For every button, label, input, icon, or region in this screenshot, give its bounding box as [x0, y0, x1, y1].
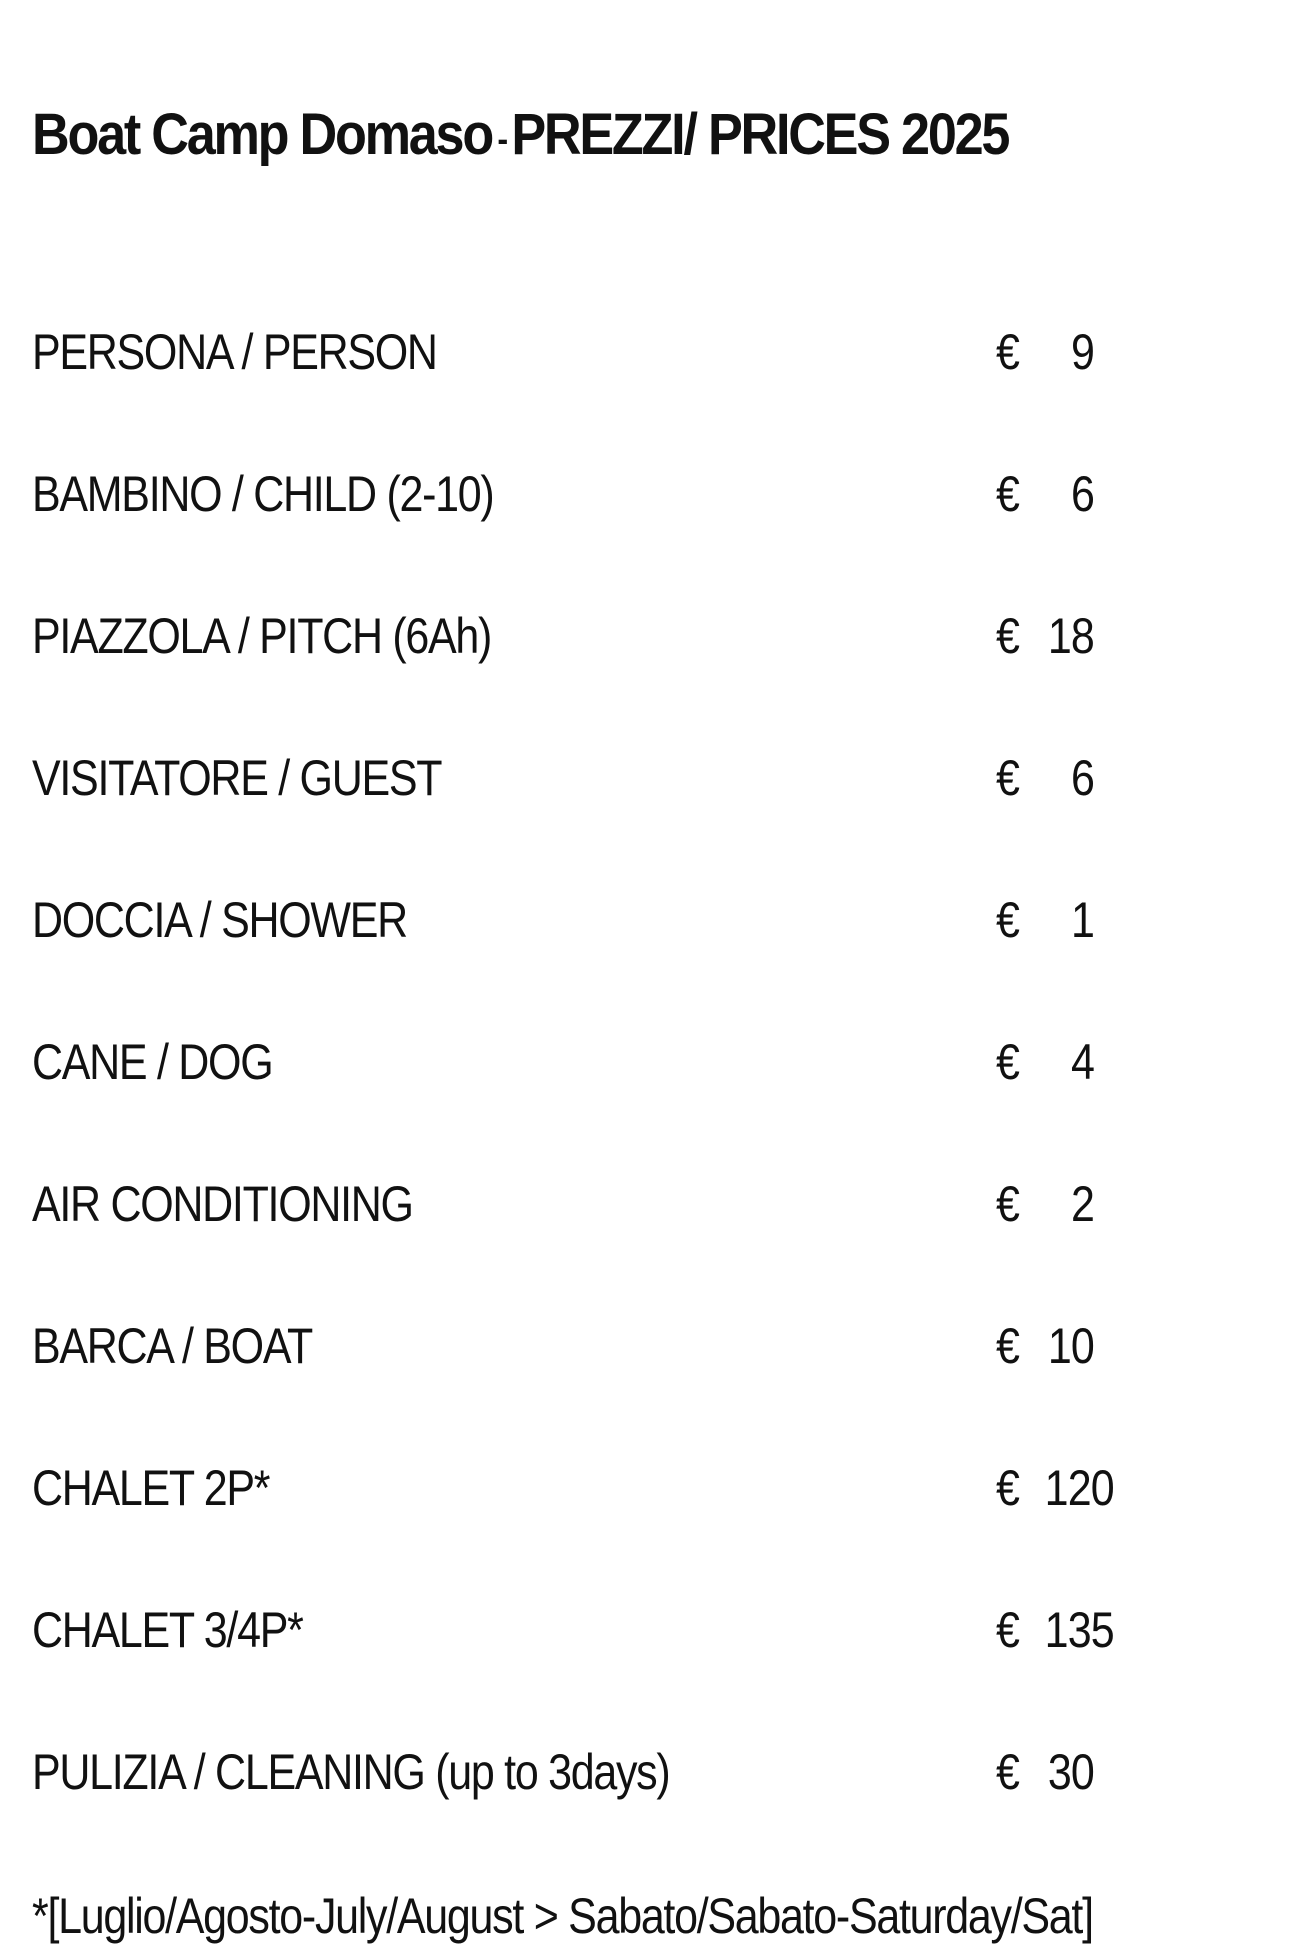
- price-amount: 10: [1047, 1318, 1094, 1374]
- price-label: CANE / DOG: [32, 1034, 273, 1090]
- price-amount: 120: [1044, 1460, 1114, 1516]
- price-amount: 9: [1070, 324, 1094, 380]
- price-amount: 4: [1070, 1034, 1094, 1090]
- currency-symbol: €: [996, 1602, 1020, 1658]
- price-label: VISITATORE / GUEST: [32, 750, 442, 806]
- currency-symbol: €: [996, 892, 1020, 948]
- price-row-pitch: [0, 596, 1300, 738]
- price-label: CHALET 2P*: [32, 1460, 270, 1516]
- price-amount: 135: [1044, 1602, 1114, 1658]
- price-row-child: [0, 454, 1300, 596]
- price-label: AIR CONDITIONING: [32, 1176, 413, 1232]
- price-amount: 1: [1070, 892, 1094, 948]
- currency-symbol: €: [996, 1460, 1020, 1516]
- price-label: BARCA / BOAT: [32, 1318, 313, 1374]
- price-row-chalet-3-4p: [0, 1590, 1300, 1732]
- price-label: PULIZIA / CLEANING (up to 3days): [32, 1744, 670, 1800]
- currency-symbol: €: [996, 608, 1020, 664]
- price-amount: 30: [1047, 1744, 1094, 1800]
- price-label: BAMBINO / CHILD (2-10): [32, 466, 494, 522]
- price-label: PIAZZOLA / PITCH (6Ah): [32, 608, 492, 664]
- price-amount: 6: [1070, 466, 1094, 522]
- currency-symbol: €: [996, 1034, 1020, 1090]
- price-row-cleaning: [0, 1732, 1300, 1874]
- currency-symbol: €: [996, 1176, 1020, 1232]
- price-row-air-conditioning: [0, 1164, 1300, 1306]
- price-label: PERSONA / PERSON: [32, 324, 437, 380]
- currency-symbol: €: [996, 1318, 1020, 1374]
- price-list: [0, 312, 1300, 1874]
- price-amount: 18: [1047, 608, 1094, 664]
- price-row-dog: [0, 1022, 1300, 1164]
- price-row-boat: [0, 1306, 1300, 1448]
- title-prices: PREZZI/ PRICES 2025: [511, 102, 1009, 167]
- currency-symbol: €: [996, 1744, 1020, 1800]
- footnote: *[Luglio/Agosto-July/August > Sabato/Sabato-Saturday/Sat]: [32, 1888, 1093, 1944]
- price-row-chalet-2p: [0, 1448, 1300, 1590]
- price-amount: 6: [1070, 750, 1094, 806]
- title-separator: -: [497, 117, 506, 159]
- currency-symbol: €: [996, 324, 1020, 380]
- currency-symbol: €: [996, 750, 1020, 806]
- title-camp-name: Boat Camp Domaso: [32, 102, 492, 167]
- currency-symbol: €: [996, 466, 1020, 522]
- price-row-shower: [0, 880, 1300, 1022]
- page-title: [32, 100, 1008, 174]
- price-label: DOCCIA / SHOWER: [32, 892, 407, 948]
- price-label: CHALET 3/4P*: [32, 1602, 303, 1658]
- price-row-person: [0, 312, 1300, 454]
- price-row-guest: [0, 738, 1300, 880]
- price-amount: 2: [1070, 1176, 1094, 1232]
